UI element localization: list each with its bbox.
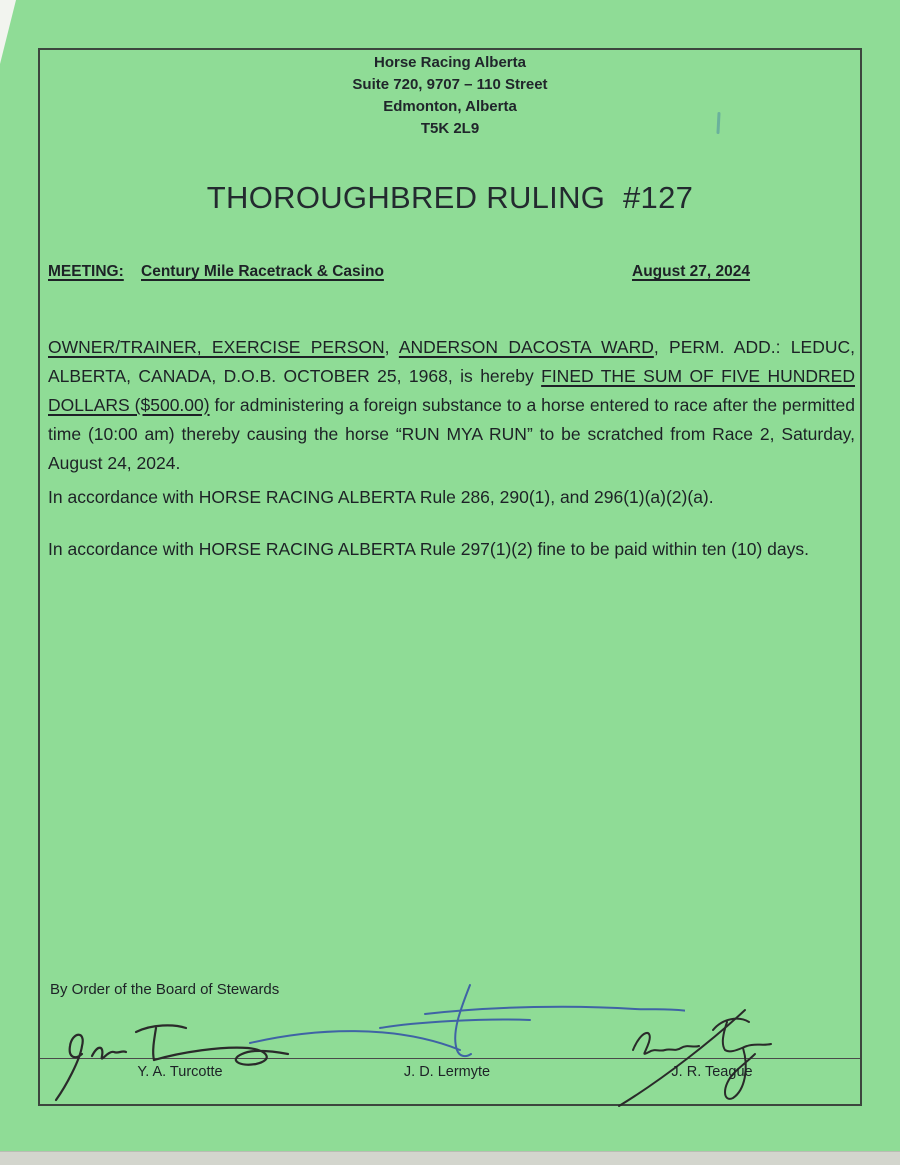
org-postal-code: T5K 2L9 [420, 120, 480, 137]
licensee-details: , PERM. ADD.: LEDUC, ALBERTA, CANADA, D.O.B. OCTOBER 25, 1968, is hereby [48, 337, 855, 386]
signatory-name-turcotte: Y. A. Turcotte [137, 1064, 223, 1080]
org-city: Edmonton, Alberta [383, 98, 517, 115]
separator: , [384, 337, 399, 357]
meeting-venue: Century Mile Racetrack & Casino [141, 263, 384, 280]
signatory-name-teague: J. R. Teague [671, 1064, 753, 1080]
rule-reference-1: In accordance with HORSE RACING ALBERTA Rule 286, 290(1), and 296(1)(a)(2)(a). [48, 487, 714, 507]
rule-reference-2: In accordance with HORSE RACING ALBERTA Rule 297(1)(2) fine to be paid within ten (10) days. [48, 539, 809, 559]
violation-details: for administering a foreign substance to a horse entered to race after the permitted time (10:00 am) thereby causing the horse “RUN MYA RUN” to be scratched from Race 2, Saturday, August 24, 2024. [48, 395, 855, 473]
penalty-text: FINED THE SUM OF FIVE HUNDRED DOLLARS ($500.00) [48, 366, 855, 415]
meeting-label: MEETING: [48, 263, 124, 280]
org-name: Horse Racing Alberta [374, 54, 526, 71]
licensee-role: OWNER/TRAINER, EXERCISE PERSON [48, 337, 385, 357]
signatory-name-lermyte: J. D. Lermyte [403, 1064, 491, 1080]
scan-artifact-bottom-edge [0, 1151, 900, 1165]
letterhead [0, 52, 900, 140]
ruling-body-paragraph [48, 333, 855, 478]
board-order-text: By Order of the Board of Stewards [50, 981, 280, 998]
org-address: Suite 720, 9707 – 110 Street [352, 76, 548, 93]
page-title: THOROUGHBRED RULING #127 [206, 180, 694, 215]
signature-line [40, 1058, 860, 1059]
meeting-date: August 27, 2024 [632, 263, 751, 280]
licensee-name: ANDERSON DACOSTA WARD [398, 337, 654, 357]
